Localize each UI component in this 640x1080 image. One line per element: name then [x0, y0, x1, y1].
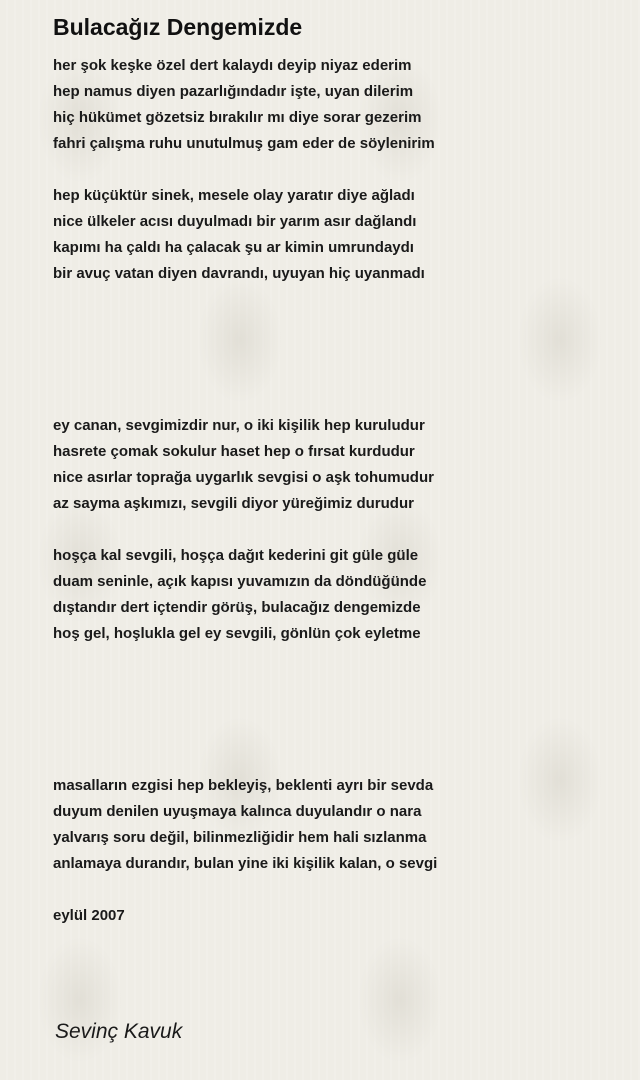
poem-line: hep namus diyen pazarlığındadır işte, uyan dilerim — [53, 83, 414, 100]
poem-line: hoş gel, hoşlukla gel ey sevgili, gönlün çok eyletme — [53, 625, 421, 642]
stanza-4 — [53, 543, 613, 647]
stanza-5 — [53, 773, 613, 877]
poem-line: az sayma aşkımızı, sevgili diyor yüreğimiz durudur — [53, 495, 414, 512]
poem-line: her şok keşke özel dert kalaydı deyip niyaz ederim — [53, 57, 412, 74]
stanza-gap — [53, 877, 613, 903]
poem-title: Bulacağız Dengemizde — [53, 14, 303, 40]
poem-line: hep küçüktür sinek, mesele olay yaratır diye ağladı — [53, 187, 415, 204]
stanza-2 — [53, 183, 613, 287]
poem-line: hoşça kal sevgili, hoşça dağıt kederini git güle güle — [53, 547, 419, 564]
stanza-1 — [53, 53, 613, 157]
stanza-gap — [53, 647, 613, 773]
poem-line: anlamaya durandır, bulan yine iki kişilik kalan, o sevgi — [53, 855, 438, 872]
stanza-gap — [53, 157, 613, 183]
poem-line: hiç hükümet gözetsiz bırakılır mı diye sorar gezerim — [53, 109, 422, 126]
poem-line: nice ülkeler acısı duyulmadı bir yarım asır dağlandı — [53, 213, 417, 230]
poem-line: masalların ezgisi hep bekleyiş, beklenti ayrı bir sevda — [53, 777, 434, 794]
poem-line: ey canan, sevgimizdir nur, o iki kişilik hep kuruludur — [53, 417, 425, 434]
stanza-3 — [53, 413, 613, 517]
poem-date: eylül 2007 — [53, 907, 125, 924]
poem-line: duyum denilen uyuşmaya kalınca duyulandır o nara — [53, 803, 422, 820]
poem-line: duam seninle, açık kapısı yuvamızın da döndüğünde — [53, 573, 427, 590]
poem-line: yalvarış soru değil, bilinmezliğidir hem hali sızlanma — [53, 829, 427, 846]
poem-line: bir avuç vatan diyen davrandı, uyuyan hiç uyanmadı — [53, 265, 425, 282]
stanza-gap — [53, 517, 613, 543]
poem-line: kapımı ha çaldı ha çalacak şu ar kimin umrundaydı — [53, 239, 414, 256]
poem-body — [53, 53, 613, 929]
poem-line: hasrete çomak sokulur haset hep o fırsat kurdudur — [53, 443, 415, 460]
author-name[interactable]: Sevinç Kavuk — [55, 1020, 183, 1043]
poem-line: dıştandır dert içtendir görüş, bulacağız dengemizde — [53, 599, 421, 616]
poem-line: fahri çalışma ruhu unutulmuş gam eder de söylenirim — [53, 135, 435, 152]
poem-page — [53, 12, 613, 929]
poem-line: nice asırlar toprağa uygarlık sevgisi o aşk tohumudur — [53, 469, 434, 486]
stanza-gap — [53, 287, 613, 413]
